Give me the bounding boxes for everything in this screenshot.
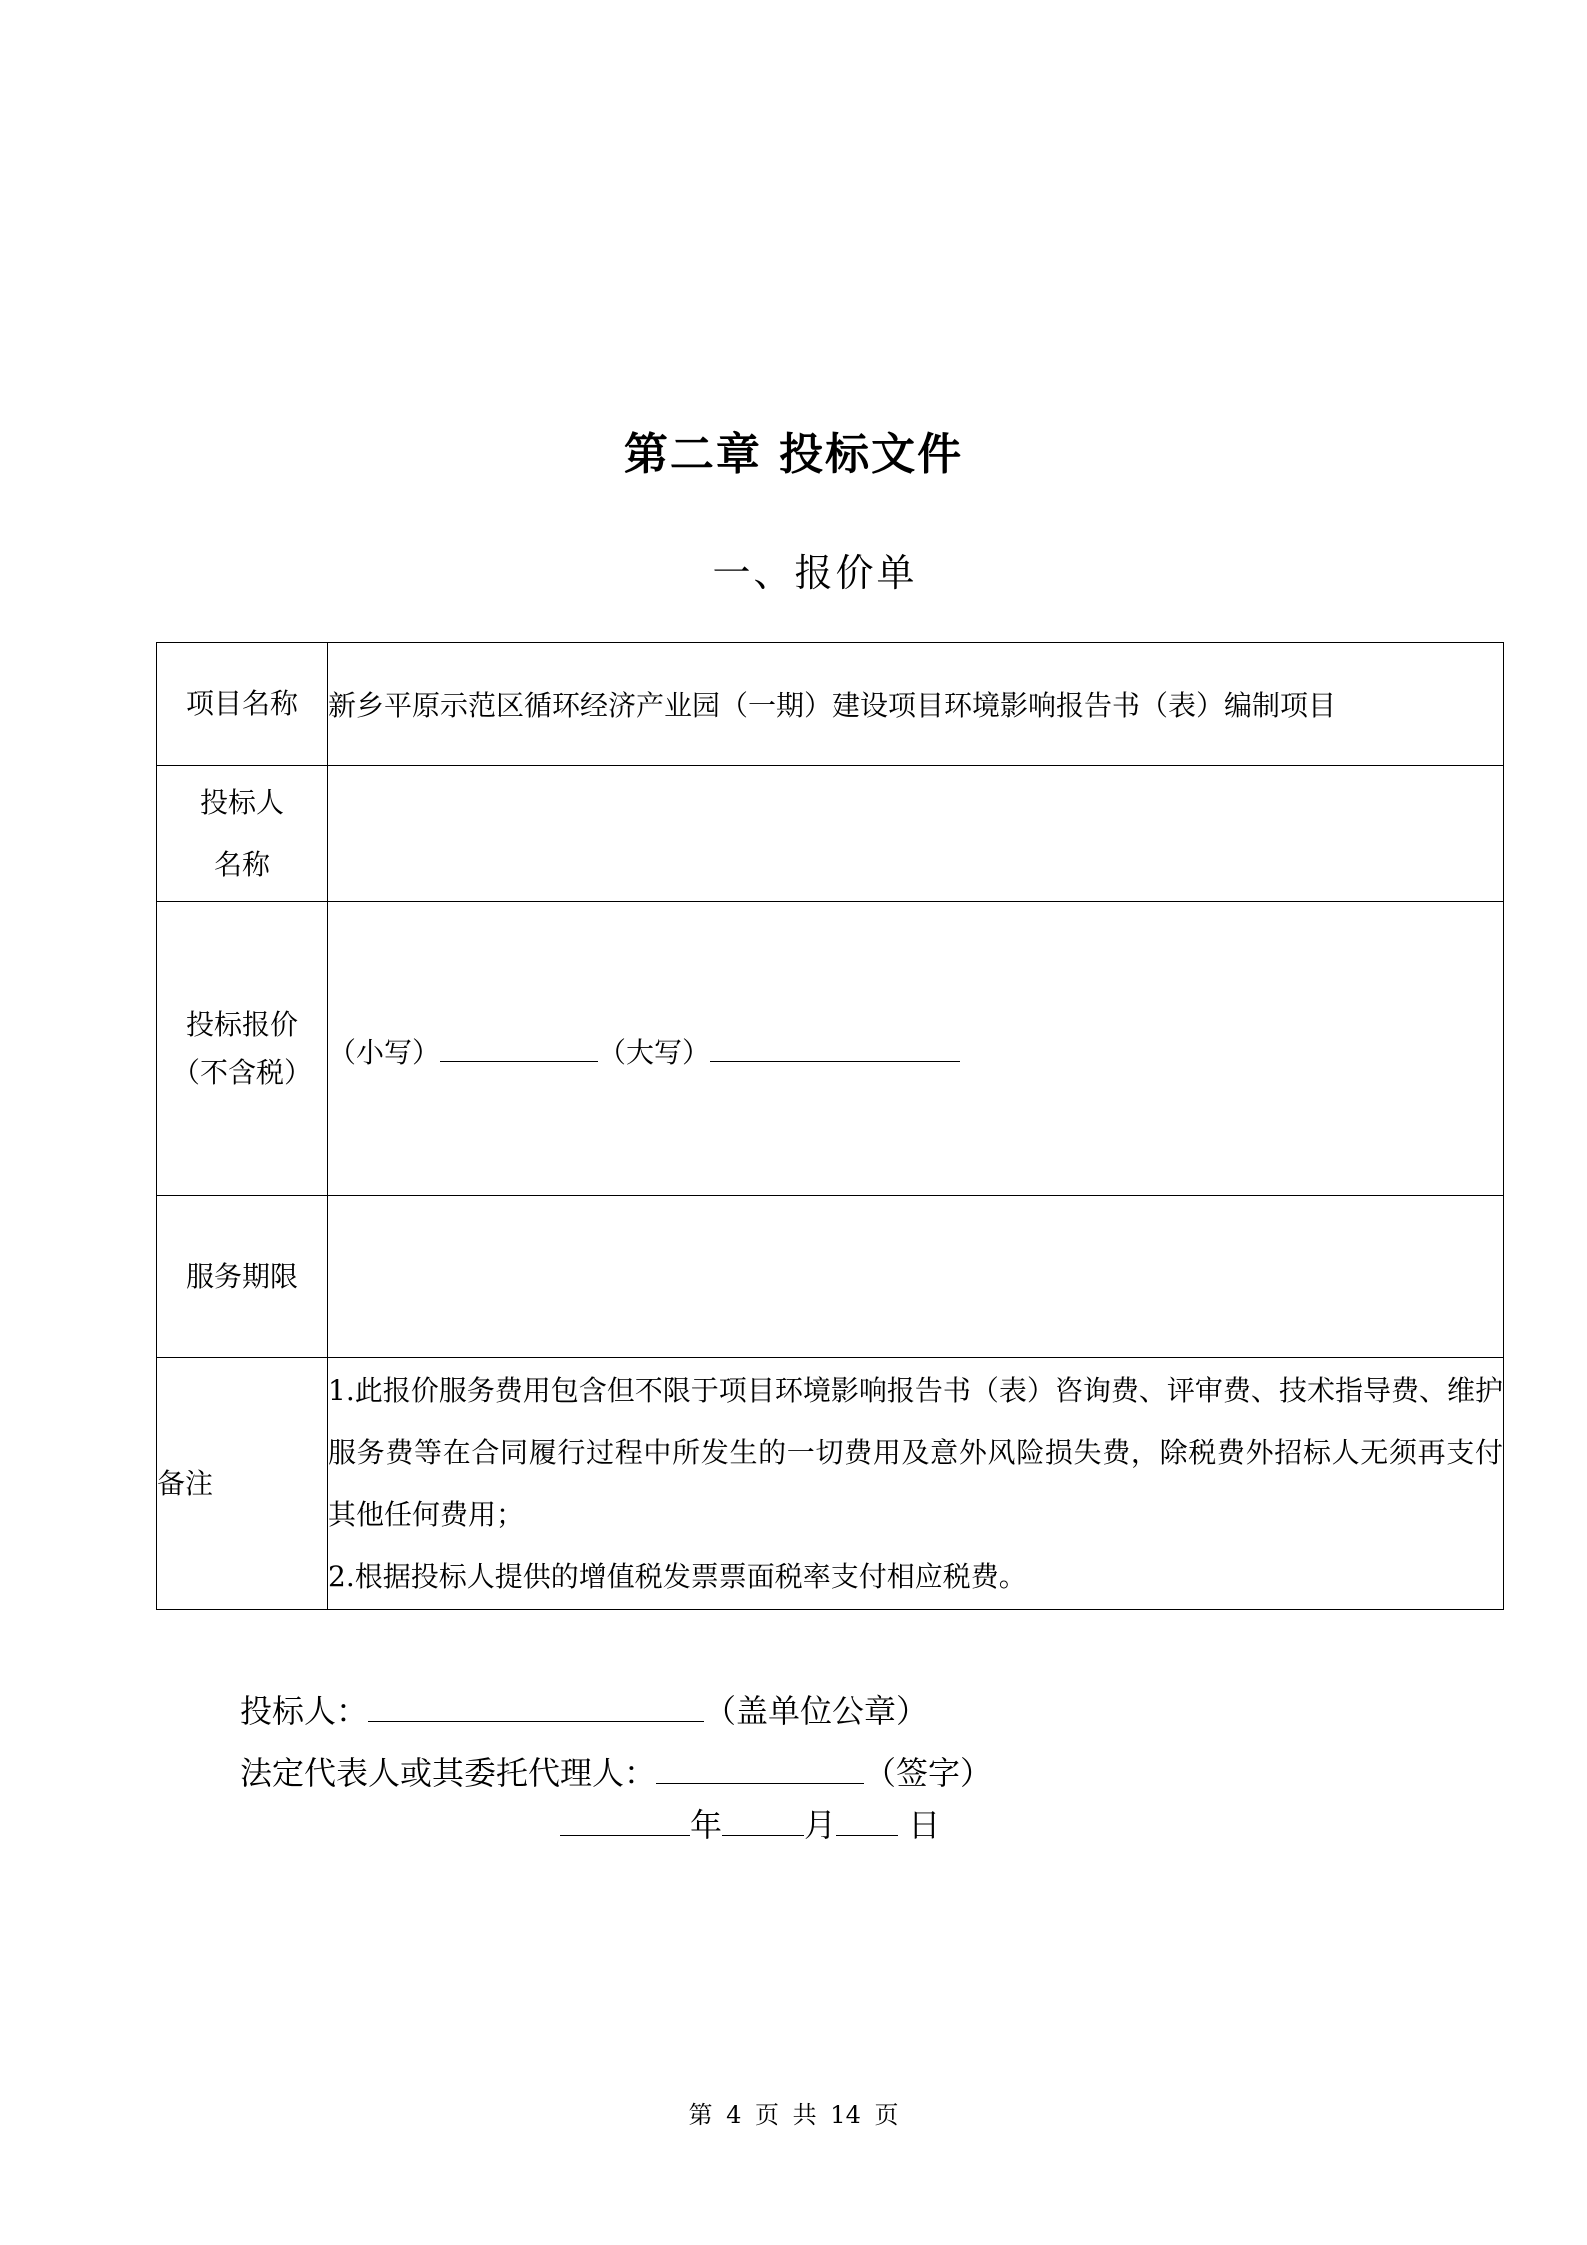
seal-note: （盖单位公章） [704, 1692, 929, 1730]
project-name-label: 项目名称 [157, 643, 328, 766]
table-row-service-period [157, 1196, 1504, 1358]
service-period-value[interactable] [328, 1196, 1504, 1358]
price-upper-blank[interactable] [710, 1027, 960, 1062]
bidder-name-value[interactable] [328, 766, 1504, 902]
remarks-value [328, 1358, 1504, 1610]
table-row-project-name [157, 643, 1504, 766]
bid-price-label [157, 902, 328, 1196]
representative-blank[interactable] [656, 1749, 864, 1784]
table-row-bidder-name [157, 766, 1504, 902]
table-row-bid-price [157, 902, 1504, 1196]
quotation-table [156, 642, 1504, 1610]
bidder-name-label-line2: 名称 [213, 847, 270, 881]
bid-price-label-line1: 投标报价 [185, 1007, 298, 1041]
service-period-label: 服务期限 [157, 1196, 328, 1358]
chapter-title: 第二章 投标文件 [623, 429, 964, 480]
sign-note: （签字） [864, 1754, 993, 1792]
remark-item-1: 1.此报价服务费用包含但不限于项目环境影响报告书（表）咨询费、评审费、技术指导费、维护服务费等在合同履行过程中所发生的一切费用及意外风险损失费，除税费外招标人无须再支付其他任何费用； [328, 1373, 1503, 1531]
bidder-name-label [157, 766, 328, 902]
bid-price-value [328, 902, 1504, 1196]
bidder-sign-row [240, 1680, 992, 1742]
section-title: 一、报价单 [712, 551, 918, 595]
bid-price-label-line2: （不含税） [171, 1055, 312, 1089]
bidder-name-label-line1: 投标人 [199, 785, 284, 819]
representative-sign-row [240, 1742, 992, 1804]
day-label: 日 [908, 1806, 941, 1844]
bidder-label: 投标人： [240, 1692, 369, 1730]
day-blank[interactable] [836, 1801, 898, 1836]
remark-item-2: 2.根据投标人提供的增值税发票票面税率支付相应税费。 [328, 1559, 1027, 1593]
representative-label: 法定代表人或其委托代理人： [240, 1754, 657, 1792]
remarks-label: 备注 [157, 1358, 328, 1610]
price-upper-label: （大写） [598, 1035, 711, 1069]
signature-block [240, 1680, 992, 1804]
year-blank[interactable] [560, 1801, 690, 1836]
table-row-remarks [157, 1358, 1504, 1610]
price-lower-blank[interactable] [440, 1027, 598, 1062]
project-name-value: 新乡平原示范区循环经济产业园（一期）建设项目环境影响报告书（表）编制项目 [328, 643, 1504, 766]
bidder-blank[interactable] [368, 1687, 704, 1722]
month-label: 月 [804, 1806, 837, 1844]
month-blank[interactable] [722, 1801, 804, 1836]
date-row [560, 1800, 940, 1846]
page-footer: 第 4 页 共 14 页 [688, 2101, 899, 2129]
year-label: 年 [690, 1806, 723, 1844]
price-lower-label: （小写） [328, 1035, 441, 1069]
